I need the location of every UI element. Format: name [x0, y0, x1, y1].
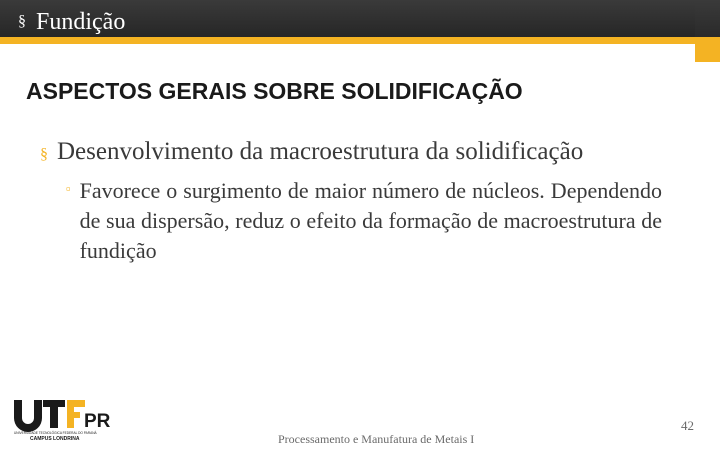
bullet-level-2-text: Favorece o surgimento de maior número de núcleos. Dependendo de sua dispersão, reduz o efeito da formação de macroestrutura de fundição: [79, 178, 662, 263]
bullet-marker: §: [40, 146, 48, 163]
footer-text: Processamento e Manufatura de Metais I: [278, 432, 475, 446]
header-title: [18, 8, 125, 36]
bullet-level-1-text: Desenvolvimento da macroestrutura da solidificação: [57, 138, 584, 165]
header-accent-line: [0, 37, 720, 44]
logo-campus: CAMPUS LONDRINA: [30, 436, 80, 442]
utfpr-logo-graphic: [12, 398, 112, 442]
utfpr-logo: [12, 398, 112, 442]
header-bullet: §: [18, 13, 26, 30]
page-number: 42: [681, 418, 694, 433]
header-corner-block: [695, 0, 720, 62]
logo-tagline: UNIVERSIDADE TECNOLÓGICA FEDERAL DO PARANÁ: [14, 431, 97, 435]
bullet-level-1: [40, 138, 583, 166]
slide-title: ASPECTOS GERAIS SOBRE SOLIDIFICAÇÃO: [26, 78, 523, 104]
logo-pr-text: PR: [84, 411, 111, 432]
sub-bullet-marker: ▫: [66, 181, 71, 196]
header-title-text: Fundição: [36, 9, 126, 35]
bullet-level-2: [66, 176, 662, 266]
